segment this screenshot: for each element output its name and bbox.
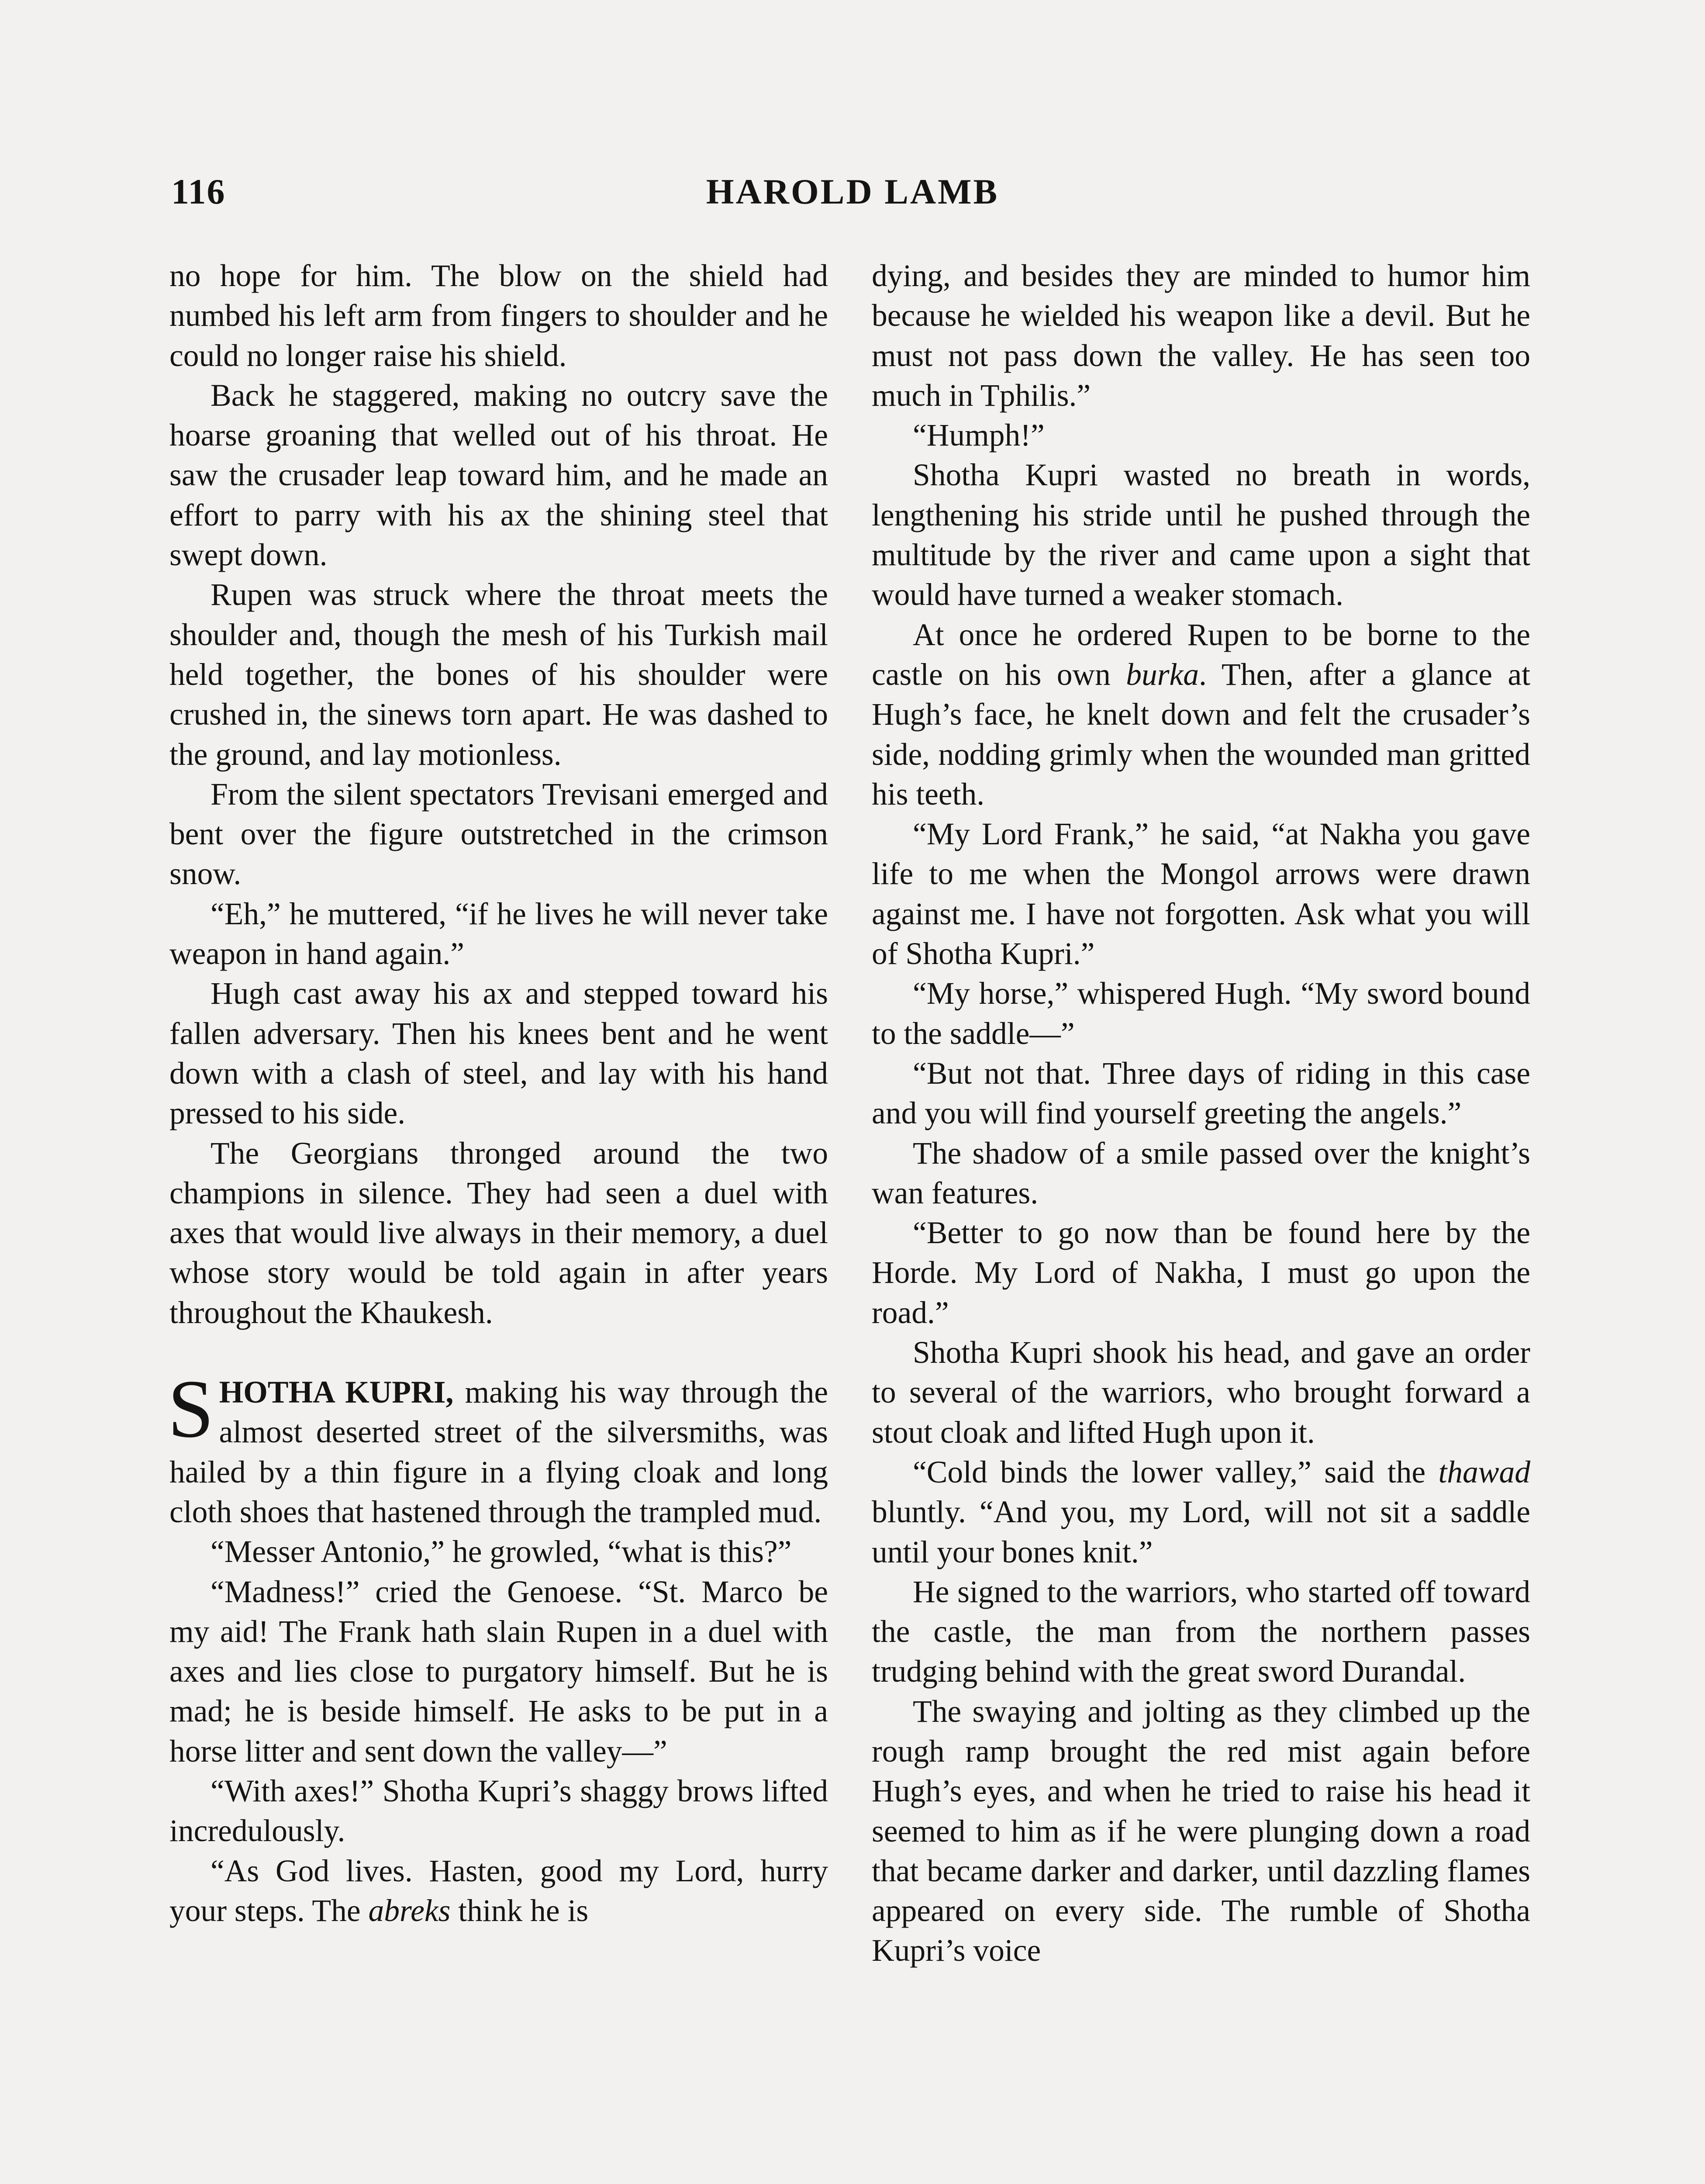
paragraph: “With axes!” Shotha Kupri’s shaggy brows lifted incredulously. (169, 1773, 828, 1849)
paragraph: “But not that. Three days of riding in this case and you will find yourself greeting the angels.” (872, 1056, 1530, 1131)
paragraph: Rupen was struck where the throat meets the shoulder and, though the mesh of his Turkish mail held together, the bones of his shoulder were crushed in, the sinews torn apart. He was dashed to the ground, and lay motionless. (169, 577, 828, 772)
italic-word: abreks (368, 1893, 451, 1928)
italic-word: burka (1126, 657, 1199, 692)
paragraph: “Eh,” he muttered, “if he lives he will never take weapon in hand again.” (169, 896, 828, 971)
left-text-column (169, 256, 828, 1931)
running-head-author: HAROLD LAMB (706, 172, 999, 211)
paragraph: Shotha Kupri shook his head, and gave an order to several of the warriors, who brought forward a stout cloak and lifted Hugh upon it. (872, 1335, 1530, 1450)
paragraph-text: think he is (450, 1893, 589, 1928)
paragraph: From the silent spectators Trevisani emerged and bent over the figure outstretched in the crimson snow. (169, 777, 828, 892)
paragraph: “My horse,” whispered Hugh. “My sword bound to the saddle—” (872, 976, 1530, 1051)
small-caps-lead: HOTHA KUPRI, (219, 1375, 454, 1410)
paragraph: The shadow of a smile passed over the knight’s wan features. (872, 1136, 1530, 1210)
italic-word: thawad (1438, 1455, 1530, 1489)
page-header (171, 171, 1534, 215)
paragraph: “Madness!” cried the Genoese. “St. Marco be my aid! The Frank hath slain Rupen in a duel with axes and lies close to purgatory himself. But he is mad; he is beside himself. He asks to be put in a horse litter and sent down the valley—” (169, 1574, 828, 1769)
drop-cap: S (168, 1363, 214, 1455)
page-number: 116 (171, 172, 226, 211)
paragraph-text: bluntly. “And you, my Lord, will not sit a saddle until your bones knit.” (872, 1495, 1530, 1569)
paragraph-text: making his way through the almost deserted street of the silversmiths, was hailed by a thin figure in a flying cloak and long cloth shoes that hastened through the trampled mud. (169, 1375, 828, 1529)
paragraph: Shotha Kupri wasted no breath in words, lengthening his stride until he pushed through the multitude by the river and came upon a sight that would have turned a weaker stomach. (872, 458, 1530, 612)
paragraph: Back he staggered, making no outcry save the hoarse groaning that welled out of his throat. He saw the crusader leap toward him, and he made an effort to parry with his ax the shining steel that swept down. (169, 378, 828, 573)
paragraph: The swaying and jolting as they climbed up the rough ramp brought the red mist again before Hugh’s eyes, and when he tried to raise his head it seemed to him as if he were plunging down a road that became darker and darker, until dazzling flames appeared on every side. The rumble of Shotha Kupri’s voice (872, 1694, 1530, 1968)
right-text-column (872, 256, 1530, 1971)
paragraph: “Better to go now than be found here by the Horde. My Lord of Nakha, I must go upon the road.” (872, 1216, 1530, 1330)
paragraph-text: “Cold binds the lower valley,” said the (913, 1455, 1439, 1489)
paragraph: “Messer Antonio,” he growled, “what is this?” (211, 1534, 792, 1569)
paragraph: no hope for him. The blow on the shield had numbed his left arm from fingers to shoulder and he could no longer raise his shield. (169, 259, 828, 373)
paragraph-text: . Then, after a glance at Hugh’s face, he knelt down and felt the crusader’s side, nodding grimly when the wounded man gritted his teeth. (872, 657, 1530, 812)
paragraph: The Georgians thronged around the two champions in silence. They had seen a duel with axes that would live always in their memory, a duel whose story would be told again in after years throughout the Khaukesh. (169, 1136, 828, 1330)
paragraph: He signed to the warriors, who started off toward the castle, the man from the northern passes trudging behind with the great sword Durandal. (872, 1574, 1530, 1689)
paragraph (872, 615, 1530, 814)
paragraph: dying, and besides they are minded to humor him because he wielded his weapon like a devil. But he must not pass down the valley. He has seen too much in Tphilis.” (872, 259, 1530, 413)
section-opening-paragraph (168, 1363, 828, 1532)
paragraph: “Humph!” (913, 418, 1045, 453)
paragraph: “My Lord Frank,” he said, “at Nakha you gave life to me when the Mongol arrows were drawn against me. I have not forgotten. Ask what you will of Shotha Kupri.” (872, 817, 1530, 971)
paragraph (169, 1851, 828, 1931)
paragraph (872, 1452, 1530, 1572)
paragraph-text: “As God lives. Hasten, good my Lord, hurry your steps. The (169, 1853, 828, 1928)
paragraph-text: At once he ordered Rupen to be borne to the castle on his own (872, 617, 1530, 692)
paragraph: Hugh cast away his ax and stepped toward his fallen adversary. Then his knees bent and he went down with a clash of steel, and lay with his hand pressed to his side. (169, 976, 828, 1131)
